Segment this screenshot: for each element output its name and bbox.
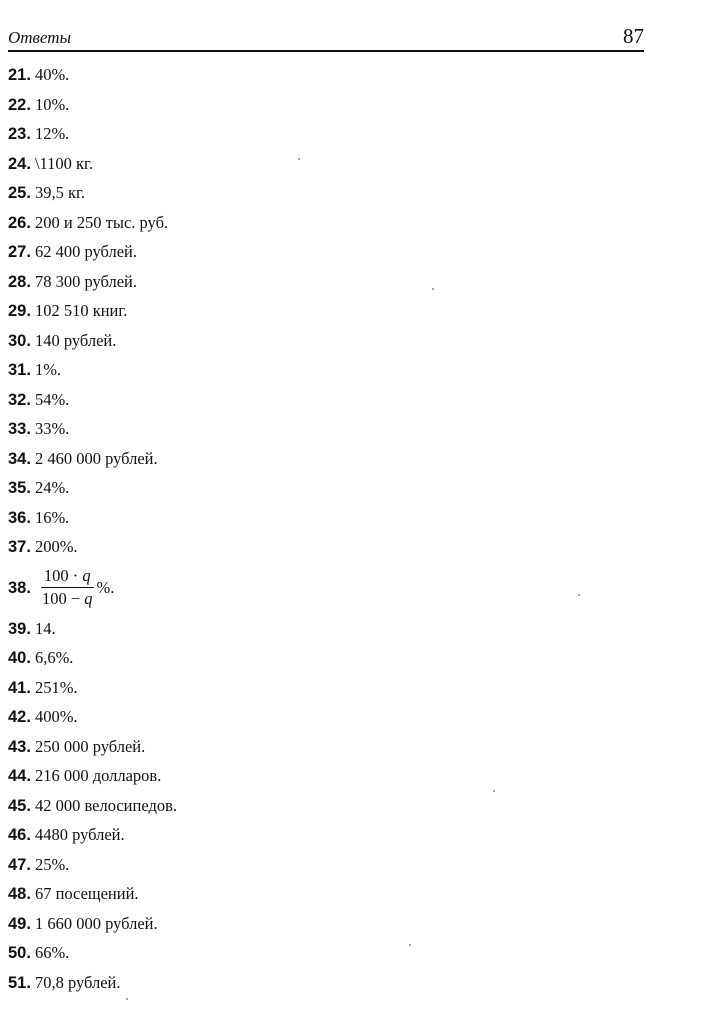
answer-number: 21. [8, 66, 31, 84]
numerator-variable: q [82, 566, 91, 585]
answer-item [8, 267, 608, 297]
header-rule [8, 50, 644, 52]
answer-value: 200%. [34, 537, 78, 556]
answer-value: 78 300 рублей. [34, 271, 137, 291]
answer-item [8, 761, 608, 791]
answer-value: 39,5 кг. [34, 183, 85, 202]
answer-number: 40. [8, 649, 31, 667]
answer-item [8, 60, 608, 90]
fraction-numerator [41, 567, 94, 588]
answer-value: 216 000 долларов. [34, 766, 162, 785]
answer-value: 140 рублей. [34, 330, 117, 350]
answer-number: 24. [8, 154, 31, 173]
answer-number: 46. [8, 826, 31, 844]
fraction-suffix: %. [96, 577, 115, 597]
answer-number: 47. [8, 855, 31, 874]
answer-number: 35. [8, 479, 31, 497]
answer-value: 33%. [34, 419, 70, 438]
answer-item [8, 614, 608, 644]
answer-number: 42. [8, 708, 31, 726]
answer-item [8, 909, 608, 939]
answer-item [8, 90, 608, 120]
answer-number: 39. [8, 619, 31, 638]
scan-speck [126, 998, 128, 1000]
answer-item [8, 532, 608, 562]
answer-number: 41. [8, 678, 31, 697]
answer-number: 25. [8, 184, 31, 202]
answer-value: 4480 рублей. [34, 825, 125, 844]
answer-item [8, 149, 608, 179]
answer-value: 24%. [34, 478, 70, 497]
answer-value: 200 и 250 тыс. руб. [34, 212, 169, 232]
answer-value: 54%. [34, 389, 70, 409]
answer-number: 38. [8, 578, 31, 597]
answer-number: 44. [8, 767, 31, 785]
answer-item [8, 879, 608, 909]
answer-value: 14. [34, 618, 56, 638]
answer-number: 49. [8, 914, 31, 933]
answer-value: 25%. [34, 854, 70, 874]
running-head-title: Ответы [8, 28, 72, 47]
answer-item [8, 208, 608, 238]
answer-value: 250 000 рублей. [34, 736, 146, 756]
answer-item [8, 444, 608, 474]
answer-number: 37. [8, 538, 31, 556]
answer-number: 29. [8, 302, 31, 320]
answer-item [8, 968, 608, 998]
answers-list [8, 60, 608, 997]
answer-number: 26. [8, 213, 31, 232]
answer-value: 40%. [34, 65, 70, 84]
answer-value: 67 посещений. [34, 884, 139, 903]
page-number: 87 [623, 24, 644, 48]
answer-number: 23. [8, 125, 31, 143]
answer-item [8, 938, 608, 968]
page-header [8, 24, 644, 52]
answer-item [8, 673, 608, 703]
answer-number: 32. [8, 390, 31, 409]
answer-number: 34. [8, 449, 31, 468]
answer-number: 50. [8, 944, 31, 962]
answer-item [8, 702, 608, 732]
answer-value: 1 660 000 рублей. [34, 913, 158, 933]
answer-number: 43. [8, 737, 31, 756]
answer-item [8, 473, 608, 503]
answer-value: 1%. [34, 360, 62, 379]
answer-item [8, 732, 608, 762]
answer-number: 33. [8, 420, 31, 438]
scan-speck [578, 594, 580, 596]
answer-item [8, 643, 608, 673]
answer-value: 66%. [34, 943, 70, 962]
answer-item [8, 296, 608, 326]
answer-value: 251%. [34, 677, 78, 697]
scan-speck [432, 288, 434, 290]
scan-speck [409, 944, 411, 946]
answer-fraction [39, 567, 96, 608]
answer-number: 27. [8, 243, 31, 261]
answer-item [8, 850, 608, 880]
numerator-prefix: 100 · [43, 566, 83, 585]
answer-item [8, 326, 608, 356]
answer-value: 2 460 000 рублей. [34, 448, 158, 468]
answer-value: 400%. [34, 707, 78, 726]
answer-number: 51. [8, 973, 31, 992]
answer-number: 48. [8, 885, 31, 903]
answer-value: 70,8 рублей. [34, 972, 121, 992]
answer-value: 12%. [34, 124, 70, 143]
answer-number: 45. [8, 796, 31, 815]
scan-speck [298, 158, 300, 160]
answer-value: \1100 кг. [34, 153, 94, 173]
answer-number: 22. [8, 95, 31, 114]
answer-value: 102 510 книг. [34, 301, 128, 320]
answer-value: 16%. [34, 507, 70, 527]
answer-item [8, 237, 608, 267]
answer-item [8, 562, 608, 614]
fraction-denominator [39, 588, 96, 608]
answer-value: 42 000 велосипедов. [34, 795, 178, 815]
answer-number: 36. [8, 508, 31, 527]
answer-item [8, 385, 608, 415]
answer-item [8, 355, 608, 385]
answer-item [8, 178, 608, 208]
answer-value: 6,6%. [34, 648, 74, 667]
answer-number: 30. [8, 331, 31, 350]
answer-item [8, 820, 608, 850]
answer-value: 10%. [34, 94, 70, 114]
answer-value: 62 400 рублей. [34, 242, 137, 261]
denominator-prefix: 100 − [41, 589, 85, 608]
answer-number: 31. [8, 361, 31, 379]
answer-item [8, 791, 608, 821]
answer-item [8, 503, 608, 533]
answer-item [8, 414, 608, 444]
answer-item [8, 119, 608, 149]
denominator-variable: q [84, 589, 93, 608]
answer-number: 28. [8, 272, 31, 291]
scan-speck [493, 790, 495, 792]
